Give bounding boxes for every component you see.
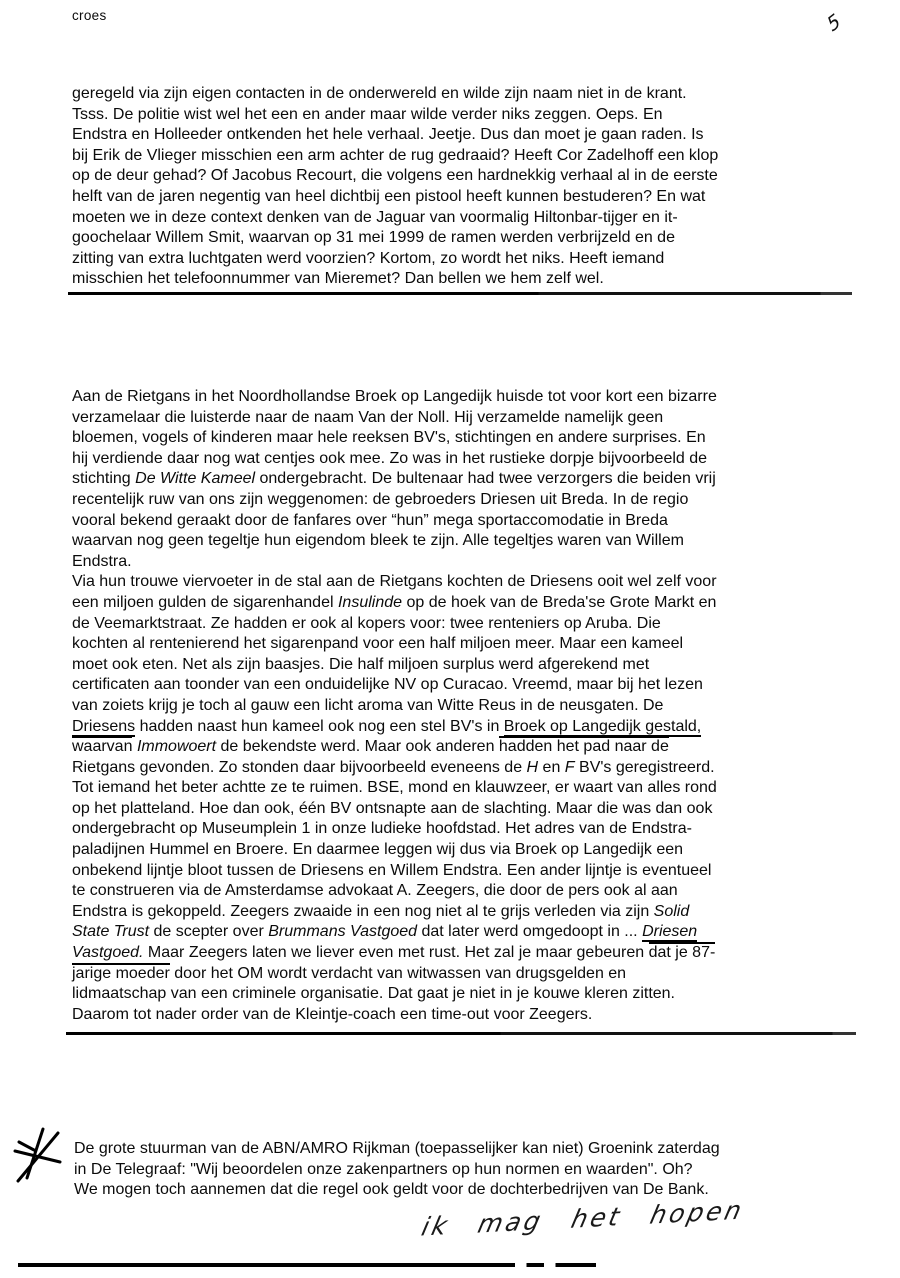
text-line: lidmaatschap van een criminele organisatie. Dat gaat je niet in je kouwe kleren zitten. bbox=[72, 985, 675, 1003]
text-line: recentelijk ruw van ons zijn weggenomen: de gebroeders Driesen uit Breda. In de regio bbox=[72, 490, 689, 508]
text-line: Daarom tot nader order van de Kleintje-coach een time-out voor Zeegers. bbox=[72, 1005, 593, 1023]
text-line: verzamelaar die luisterde naar de naam Van der Noll. Hij verzamelde namelijk geen bbox=[72, 408, 664, 426]
text-line: waarvan nog geen tegeltje hun eigendom bleek te zijn. Alle tegeltjes waren van Willem bbox=[72, 532, 684, 550]
text-line: Rietgans gevonden. Zo stonden daar bijvoorbeeld eveneens de H en F BV's geregistreerd. bbox=[72, 758, 715, 776]
text-line: op het platteland. Hoe dan ook, één BV ontsnapte aan de slachting. Maar die was dan ook bbox=[72, 799, 713, 817]
page-bottom-line bbox=[18, 1263, 596, 1267]
text-line: moet ook eten. Net als zijn baasjes. Die half miljoen surplus werd afgerekend met bbox=[72, 655, 650, 673]
text-line: Vastgoed. Maar Zeegers laten we liever even met rust. Het zal je maar gebeuren dat je 87- bbox=[72, 944, 716, 962]
header-author-mark: croes bbox=[72, 8, 107, 23]
text-line: geregeld via zijn eigen contacten in de onderwereld en wilde zijn naam niet in de krant. bbox=[72, 85, 687, 102]
text-line: van zoiets krijg je toch al gauw een licht aroma van Witte Reus in de neusgaten. De bbox=[72, 696, 664, 714]
text-line: Endstra. bbox=[72, 552, 132, 570]
text-line: We mogen toch aannemen dat die regel ook geldt voor de dochterbedrijven van De Bank. bbox=[74, 1181, 709, 1199]
text-line: de Veemarktstraat. Ze hadden er ook al kopers voor: twee renteniers op Aruba. Die bbox=[72, 614, 661, 632]
text-line: stichting De Witte Kameel ondergebracht. De bultenaar had twee verzorgers die beiden vrij bbox=[72, 470, 716, 488]
section-divider-line bbox=[68, 292, 852, 295]
text-line: certificaten aan toonder van een onduidelijke NV op Curacao. Vreemd, maar bij het lezen bbox=[72, 676, 703, 694]
text-line: paladijnen Hummel en Broere. En daarmee leggen wij dus via Broek op Langedijk een bbox=[72, 841, 684, 859]
text-line: Via hun trouwe viervoeter in de stal aan de Rietgans kochten de Driesens ooit wel zelf voor bbox=[72, 573, 717, 591]
text-line: moeten we in deze context denken van de Jaguar van voormalig Hiltonbar-tijger en it- bbox=[72, 208, 678, 226]
text-line: jarige moeder door het OM wordt verdacht van witwassen van drugsgelden en bbox=[72, 964, 627, 982]
text-line: kochten al rentenierend het sigarenpand voor een half miljoen meer. Maar een kameel bbox=[72, 635, 684, 653]
paragraph bbox=[72, 84, 718, 290]
text-line: Driesens hadden naast hun kameel ook nog een stel BV's in Broek op Langedijk gestald, bbox=[72, 717, 702, 735]
text-line: helft van de jaren negentig van heel dichtbij een pistool heeft kunnen bestuderen? En wat bbox=[72, 187, 706, 205]
text-line: State Trust de scepter over Brummans Vastgoed dat later werd omgedoopt in ... Driesen bbox=[72, 923, 698, 941]
text-line: een miljoen gulden de sigarenhandel Insulinde op de hoek van de Breda'se Grote Markt en bbox=[72, 593, 717, 611]
text-line: in De Telegraaf: "Wij beoordelen onze zakenpartners op hun normen en waarden". Oh? bbox=[74, 1160, 693, 1178]
paragraph bbox=[72, 387, 717, 1025]
text-line: zitting van extra luchtgaten werd voorzien? Kortom, zo wordt het niks. Heeft iemand bbox=[72, 249, 665, 267]
handdrawn-asterisk-icon bbox=[12, 1126, 66, 1190]
handwritten-margin-note: ik mag het hopen bbox=[418, 1195, 748, 1242]
text-line: Tsss. De politie wist wel het een en ander maar wilde verder niks zeggen. Oeps. En bbox=[72, 105, 663, 123]
text-line: Tot iemand het beter achtte ze te ruimen. BSE, mond en klauwzeer, er waart van alles rond bbox=[72, 779, 717, 797]
text-line: Endstra en Holleeder ontkenden het hele verhaal. Jeetje. Dus dan moet je gaan raden. Is bbox=[72, 126, 704, 144]
section-divider-line bbox=[66, 1032, 856, 1035]
paragraph bbox=[74, 1139, 720, 1201]
text-line: waarvan Immowoert de bekendste werd. Maar ook anderen hadden het pad naar de bbox=[72, 738, 669, 756]
text-line: De grote stuurman van de ABN/AMRO Rijkman (toepasselijker kan niet) Groenink zaterdag bbox=[74, 1140, 720, 1157]
text-line: bij Erik de Vlieger misschien een arm achter de rug gedraaid? Heeft Cor Zadelhoff een klop bbox=[72, 146, 719, 164]
text-line: vooral bekend geraakt door de fanfares over “hun” mega sportaccomodatie in Breda bbox=[72, 511, 668, 529]
text-line: onbekend lijntje bloot tussen de Driesens en Willem Endstra. Een ander lijntje is eventueel bbox=[72, 861, 712, 879]
text-line: misschien het telefoonnummer van Mieremet? Dan bellen we hem zelf wel. bbox=[72, 270, 604, 288]
text-line: Endstra is gekoppeld. Zeegers zwaaide in een nog niet al te grijs verleden via zijn Solid bbox=[72, 902, 690, 920]
text-line: goochelaar Willem Smit, waarvan op 31 mei 1999 de ramen werden verbrijzeld en de bbox=[72, 229, 675, 247]
handwritten-page-number: 5 bbox=[823, 9, 845, 37]
text-line: ondergebracht op Museumplein 1 in onze ludieke hoofdstad. Het adres van de Endstra- bbox=[72, 820, 692, 838]
text-line: te construeren via de Amsterdamse advokaat A. Zeegers, die door de pers ook al aan bbox=[72, 882, 678, 900]
text-line: Aan de Rietgans in het Noordhollandse Broek op Langedijk huisde tot voor kort een bizarre bbox=[72, 388, 717, 405]
text-line: bloemen, vogels of kinderen maar hele reeksen BV's, stichtingen en andere surprises. En bbox=[72, 429, 706, 447]
text-line: hij verdiende daar nog wat centjes ook mee. Zo was in het rustieke dorpje bijvoorbeeld de bbox=[72, 449, 708, 467]
text-line: op de deur gehad? Of Jacobus Recourt, die volgens een hardnekkig verhaal al in de eerste bbox=[72, 167, 718, 185]
